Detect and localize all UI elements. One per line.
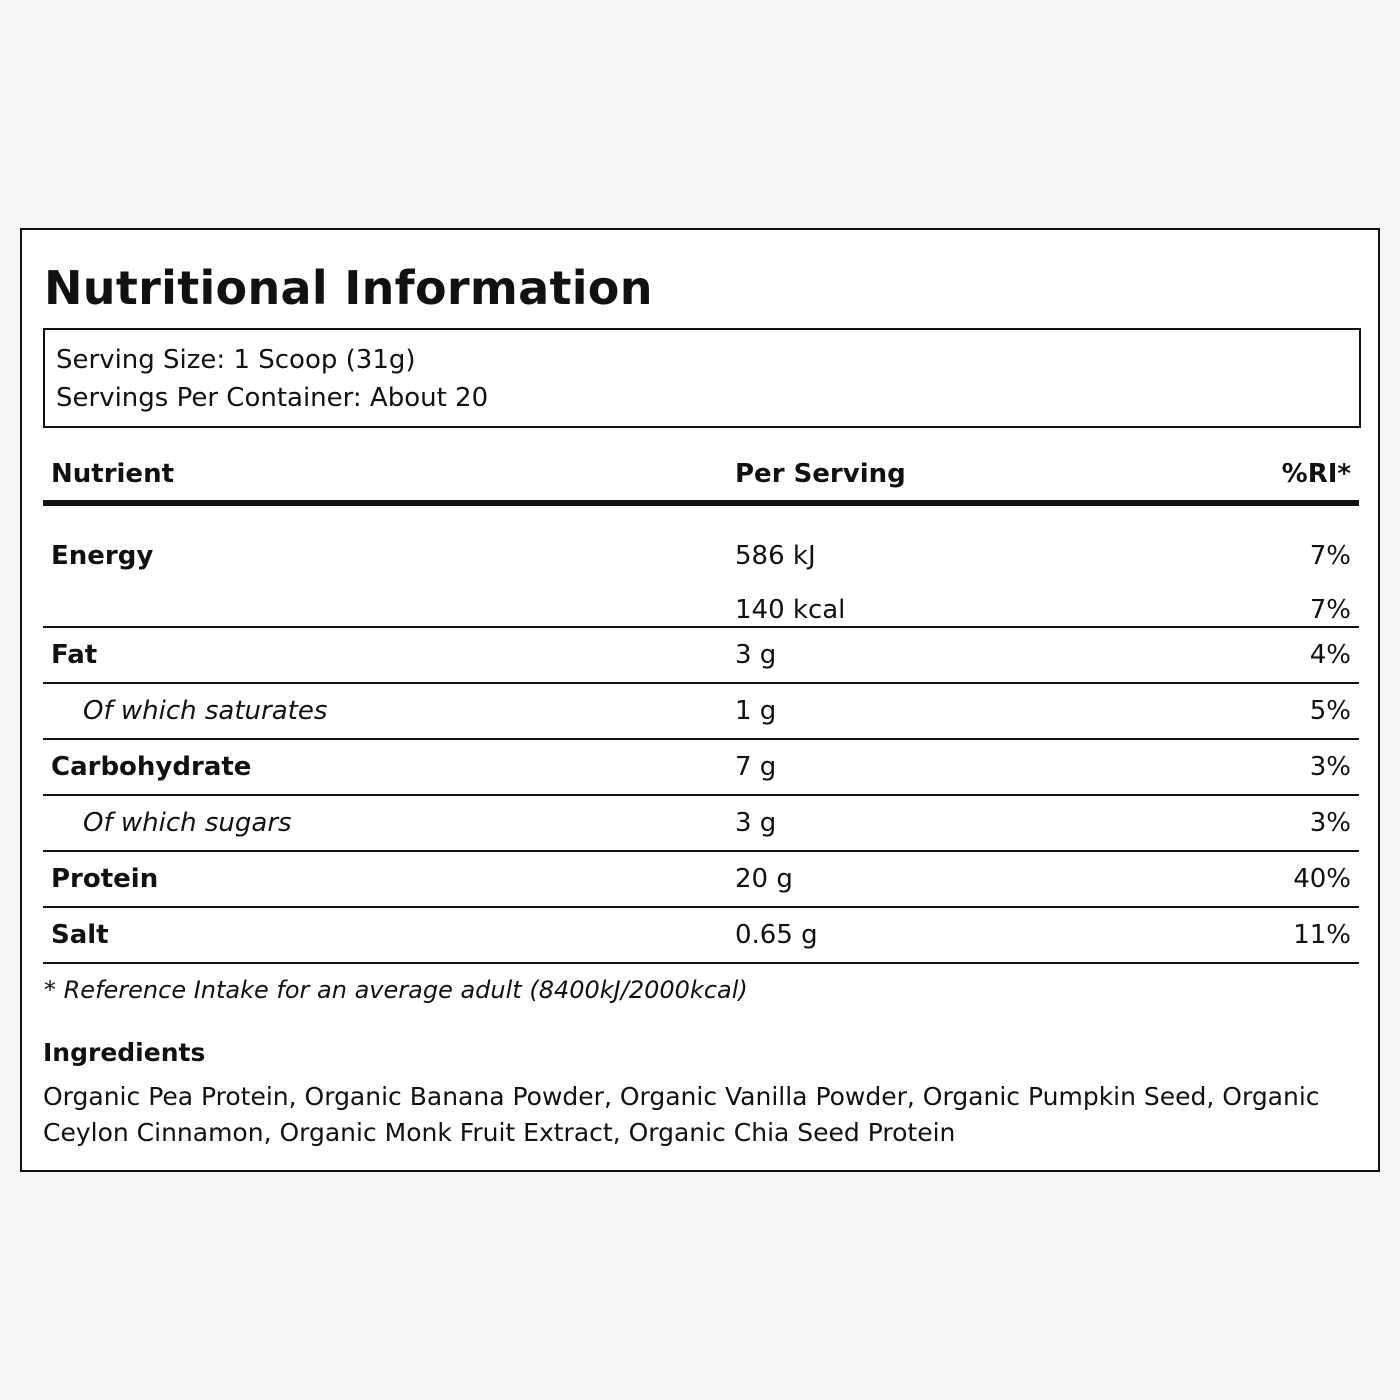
serving-size: Serving Size: 1 Scoop (31g) <box>56 345 416 375</box>
nutrient-name: Protein <box>51 864 159 894</box>
energy-kj-value: 586 kJ <box>735 541 816 571</box>
table-header-row <box>43 450 1359 506</box>
ri-value: 11% <box>1293 920 1351 950</box>
per-serving-value: 20 g <box>735 864 793 894</box>
table-row-saturates <box>43 684 1359 740</box>
header-ri: %RI* <box>1281 459 1351 489</box>
ri-value: 5% <box>1309 696 1351 726</box>
table-row-salt <box>43 908 1359 964</box>
energy-kj-ri: 7% <box>1309 541 1351 571</box>
table-row-fat <box>43 628 1359 684</box>
energy-kcal-ri: 7% <box>1309 595 1351 625</box>
ingredients-list: Organic Pea Protein, Organic Banana Powder, Organic Vanilla Powder, Organic Pumpkin Seed, Organic Ceylon Cinnamon, Organic Monk Fruit Extract, Organic Chia Seed Protein <box>43 1082 1320 1147</box>
per-serving-value: 1 g <box>735 696 777 726</box>
nutrient-name: Of which sugars <box>83 808 292 838</box>
per-serving-value: 7 g <box>735 752 777 782</box>
ri-value: 3% <box>1309 752 1351 782</box>
ri-value: 40% <box>1293 864 1351 894</box>
ri-footnote: * Reference Intake for an average adult (8400kJ/2000kcal) <box>44 976 748 1004</box>
table-row-carbohydrate <box>43 740 1359 796</box>
per-serving-value: 0.65 g <box>735 920 818 950</box>
nutrient-name: Energy <box>51 541 154 571</box>
ri-value: 3% <box>1309 808 1351 838</box>
energy-kcal-value: 140 kcal <box>735 595 846 625</box>
serving-info-box <box>43 328 1361 428</box>
header-nutrient: Nutrient <box>51 459 175 489</box>
per-serving-value: 3 g <box>735 640 777 670</box>
nutrient-name: Carbohydrate <box>51 752 252 782</box>
label-title: Nutritional Information <box>44 261 653 315</box>
nutrient-name: Salt <box>51 920 109 950</box>
servings-per-container: Servings Per Container: About 20 <box>56 383 489 413</box>
nutrient-name: Fat <box>51 640 98 670</box>
nutrient-name: Of which saturates <box>83 696 328 726</box>
nutrition-label <box>20 228 1380 1172</box>
table-row-energy <box>43 506 1359 628</box>
table-row-sugars <box>43 796 1359 852</box>
nutrition-table <box>43 450 1359 964</box>
ingredients-heading: Ingredients <box>43 1038 206 1067</box>
ri-value: 4% <box>1309 640 1351 670</box>
per-serving-value: 3 g <box>735 808 777 838</box>
table-row-protein <box>43 852 1359 908</box>
header-per-serving: Per Serving <box>735 459 906 489</box>
